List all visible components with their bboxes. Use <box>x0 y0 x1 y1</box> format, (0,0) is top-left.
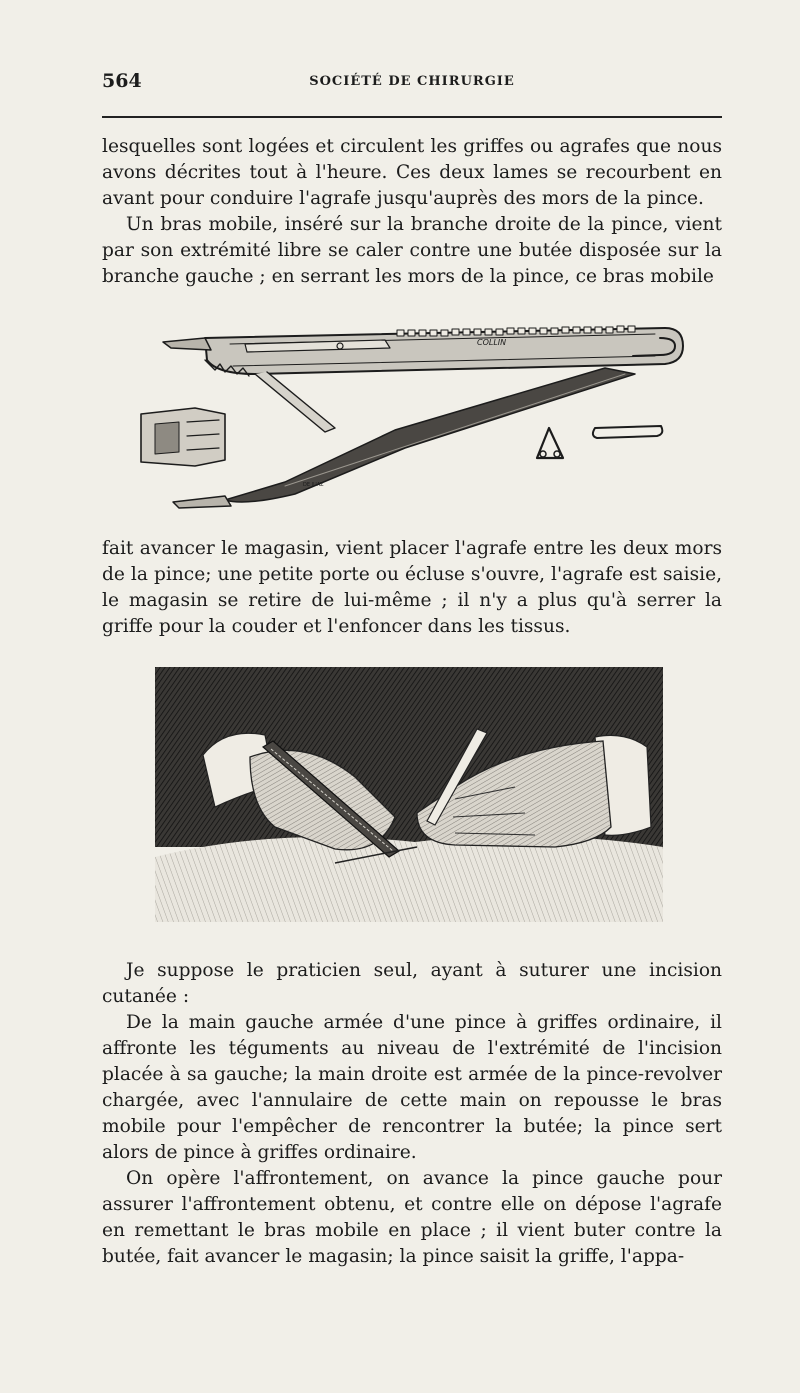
header-rule <box>102 116 722 118</box>
text-block-middle <box>102 536 722 640</box>
paragraph-continued: lesquelles sont logées et circulent les griffes ou agrafes que nous avons décrites tout à l'heure. Ces deux lames se recourbent en avant pour conduire l'agrafe jusqu'auprès des mors de la pince. <box>102 136 722 209</box>
text-block-bottom <box>102 958 722 1270</box>
paragraph-main-gauche: De la main gauche armée d'une pince à griffes ordinaire, il affronte les téguments au niveau de l'extrémité de l'incision placée à sa gauche; la main droite est armée de la pince-revolver chargée, avec l'annulaire de cette main on repousse le bras mobile pour l'empêcher de rencontrer la butée; la pince sert alors de pince à griffes ordinaire. <box>102 1012 722 1163</box>
paragraph-bras-mobile: Un bras mobile, inséré sur la branche droite de la pince, vient par son extrémité libre se caler contre une butée disposée sur la branche gauche ; en serrant les mors de la pince, ce bras mobile <box>102 214 722 287</box>
forceps-instrument-illustration <box>135 310 695 515</box>
running-head <box>102 70 722 100</box>
paragraph-affrontement: On opère l'affrontement, on avance la pince gauche pour assurer l'affrontement obtenu, et contre elle on dépose l'agrafe en remettant le bras mobile en place ; il vient buter contre la butée, fait avancer le magasin; la pince saisit la griffe, l'appa- <box>102 1168 722 1267</box>
paragraph-magasin: fait avancer le magasin, vient placer l'agrafe entre les deux mors de la pince; une petite porte ou écluse s'ouvre, l'agrafe est saisie, le magasin se retire de lui-même ; il n'y a plus qu'à serrer la griffe pour la couder et l'enfoncer dans les tissus. <box>102 538 722 637</box>
engraver-signature: DE JUAZ <box>303 482 324 488</box>
paragraph-praticien: Je suppose le praticien seul, ayant à suturer une incision cutanée : <box>102 960 722 1007</box>
maker-mark: COLLIN <box>477 338 507 347</box>
page-number: 564 <box>102 70 142 92</box>
text-block-top <box>102 134 722 290</box>
running-title: SOCIÉTÉ DE CHIRURGIE <box>309 74 515 89</box>
hands-suturing-illustration <box>155 667 663 922</box>
